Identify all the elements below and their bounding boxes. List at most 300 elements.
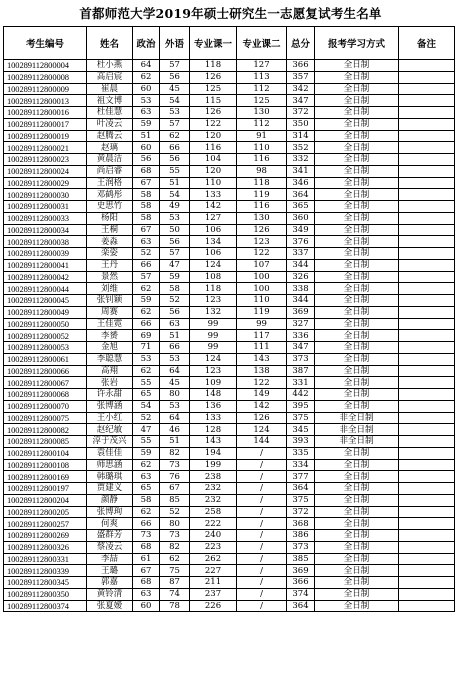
cell-name: 郭嘉 xyxy=(87,577,133,589)
cell-study-mode: 非全日制 xyxy=(315,424,399,436)
cell-remarks xyxy=(399,577,455,589)
cell-study-mode: 全日制 xyxy=(315,271,399,283)
cell-major-2: 112 xyxy=(237,83,287,95)
cell-politics: 58 xyxy=(133,189,160,201)
cell-candidate-id: 100289112800269 xyxy=(4,530,87,542)
cell-remarks xyxy=(399,283,455,295)
cell-study-mode: 全日制 xyxy=(315,459,399,471)
table-row xyxy=(4,459,455,471)
cell-politics: 73 xyxy=(133,530,160,542)
cell-major-2: / xyxy=(237,447,287,459)
cell-remarks xyxy=(399,553,455,565)
cell-major-2: 116 xyxy=(237,201,287,213)
cell-major-2: 113 xyxy=(237,71,287,83)
cell-politics: 47 xyxy=(133,424,160,436)
cell-candidate-id: 100289112800031 xyxy=(4,201,87,213)
cell-politics: 59 xyxy=(133,118,160,130)
cell-foreign-language: 56 xyxy=(160,306,190,318)
cell-study-mode: 全日制 xyxy=(315,365,399,377)
cell-candidate-id: 100289112800053 xyxy=(4,342,87,354)
cell-candidate-id: 100289112800339 xyxy=(4,565,87,577)
cell-name: 张岩 xyxy=(87,377,133,389)
table-row xyxy=(4,295,455,307)
cell-major-1: 133 xyxy=(190,189,237,201)
cell-study-mode: 全日制 xyxy=(315,330,399,342)
cell-candidate-id: 100289112800061 xyxy=(4,353,87,365)
cell-major-1: 136 xyxy=(190,400,237,412)
cell-total: 364 xyxy=(287,189,315,201)
table-row xyxy=(4,330,455,342)
cell-major-1: 124 xyxy=(190,259,237,271)
cell-foreign-language: 80 xyxy=(160,389,190,401)
table-row xyxy=(4,353,455,365)
cell-foreign-language: 59 xyxy=(160,271,190,283)
cell-candidate-id: 100289112800038 xyxy=(4,236,87,248)
cell-study-mode: 全日制 xyxy=(315,353,399,365)
cell-politics: 58 xyxy=(133,494,160,506)
cell-name: 张博珣 xyxy=(87,506,133,518)
cell-candidate-id: 100289112800042 xyxy=(4,271,87,283)
cell-total: 364 xyxy=(287,483,315,495)
cell-study-mode: 非全日制 xyxy=(315,436,399,448)
cell-major-2: 144 xyxy=(237,436,287,448)
cell-name: 许永甜 xyxy=(87,389,133,401)
table-row xyxy=(4,154,455,166)
table-row xyxy=(4,424,455,436)
table-row xyxy=(4,494,455,506)
cell-major-2: 126 xyxy=(237,412,287,424)
cell-study-mode: 全日制 xyxy=(315,295,399,307)
cell-candidate-id: 100289112800068 xyxy=(4,389,87,401)
cell-study-mode: 全日制 xyxy=(315,342,399,354)
cell-total: 368 xyxy=(287,518,315,530)
cell-major-2: 118 xyxy=(237,177,287,189)
cell-politics: 67 xyxy=(133,565,160,577)
cell-candidate-id: 100289112800039 xyxy=(4,248,87,260)
cell-politics: 62 xyxy=(133,71,160,83)
cell-major-2: 142 xyxy=(237,400,287,412)
cell-major-2: 91 xyxy=(237,130,287,142)
table-row xyxy=(4,506,455,518)
cell-study-mode: 全日制 xyxy=(315,165,399,177)
document-title: 首都师范大学2019年硕士研究生一志愿复试考生名单 xyxy=(79,6,382,21)
header-study-mode: 报考学习方式 xyxy=(315,27,399,60)
cell-remarks xyxy=(399,518,455,530)
cell-major-1: 126 xyxy=(190,71,237,83)
cell-foreign-language: 85 xyxy=(160,494,190,506)
cell-remarks xyxy=(399,588,455,600)
cell-politics: 60 xyxy=(133,600,160,612)
cell-politics: 65 xyxy=(133,389,160,401)
table-row xyxy=(4,471,455,483)
cell-remarks xyxy=(399,471,455,483)
cell-major-1: 126 xyxy=(190,107,237,119)
cell-politics: 63 xyxy=(133,471,160,483)
cell-major-1: 132 xyxy=(190,306,237,318)
cell-candidate-id: 100289112800052 xyxy=(4,330,87,342)
cell-foreign-language: 52 xyxy=(160,506,190,518)
table-row xyxy=(4,518,455,530)
cell-major-1: 128 xyxy=(190,424,237,436)
cell-remarks xyxy=(399,447,455,459)
cell-major-2: / xyxy=(237,459,287,471)
cell-name: 栾姿 xyxy=(87,248,133,260)
cell-candidate-id: 100289112800085 xyxy=(4,436,87,448)
header-politics: 政治 xyxy=(133,27,160,60)
cell-candidate-id: 100289112800197 xyxy=(4,483,87,495)
cell-total: 373 xyxy=(287,353,315,365)
cell-name: 王润格 xyxy=(87,177,133,189)
cell-major-2: 126 xyxy=(237,224,287,236)
cell-study-mode: 全日制 xyxy=(315,236,399,248)
cell-remarks xyxy=(399,165,455,177)
cell-foreign-language: 51 xyxy=(160,330,190,342)
cell-remarks xyxy=(399,189,455,201)
cell-major-1: 110 xyxy=(190,177,237,189)
cell-major-1: 120 xyxy=(190,130,237,142)
cell-major-1: 227 xyxy=(190,565,237,577)
cell-politics: 60 xyxy=(133,142,160,154)
cell-major-1: 148 xyxy=(190,389,237,401)
cell-foreign-language: 63 xyxy=(160,318,190,330)
cell-total: 372 xyxy=(287,107,315,119)
cell-remarks xyxy=(399,177,455,189)
cell-total: 347 xyxy=(287,95,315,107)
cell-total: 393 xyxy=(287,436,315,448)
cell-major-1: 238 xyxy=(190,471,237,483)
cell-remarks xyxy=(399,224,455,236)
cell-total: 346 xyxy=(287,177,315,189)
cell-candidate-id: 100289112800021 xyxy=(4,142,87,154)
cell-major-2: 138 xyxy=(237,365,287,377)
cell-major-2: 111 xyxy=(237,342,287,354)
cell-foreign-language: 58 xyxy=(160,283,190,295)
cell-foreign-language: 73 xyxy=(160,530,190,542)
cell-name: 王璐 xyxy=(87,565,133,577)
cell-politics: 63 xyxy=(133,107,160,119)
cell-foreign-language: 76 xyxy=(160,471,190,483)
cell-total: 357 xyxy=(287,71,315,83)
cell-major-1: 118 xyxy=(190,283,237,295)
cell-name: 叶凌云 xyxy=(87,118,133,130)
table-row xyxy=(4,530,455,542)
cell-study-mode: 全日制 xyxy=(315,565,399,577)
cell-study-mode: 全日制 xyxy=(315,154,399,166)
cell-major-2: 116 xyxy=(237,154,287,166)
cell-name: 杨阳 xyxy=(87,212,133,224)
cell-politics: 71 xyxy=(133,342,160,354)
cell-name: 师思涵 xyxy=(87,459,133,471)
cell-total: 374 xyxy=(287,588,315,600)
cell-foreign-language: 50 xyxy=(160,224,190,236)
cell-foreign-language: 51 xyxy=(160,436,190,448)
cell-major-1: 262 xyxy=(190,553,237,565)
cell-name: 杜小燕 xyxy=(87,60,133,72)
cell-major-1: 116 xyxy=(190,142,237,154)
cell-remarks xyxy=(399,377,455,389)
cell-major-2: / xyxy=(237,600,287,612)
cell-remarks xyxy=(399,565,455,577)
cell-total: 337 xyxy=(287,248,315,260)
cell-remarks xyxy=(399,353,455,365)
table-row xyxy=(4,165,455,177)
cell-politics: 66 xyxy=(133,518,160,530)
cell-name: 何爽 xyxy=(87,518,133,530)
cell-foreign-language: 75 xyxy=(160,565,190,577)
cell-name: 景然 xyxy=(87,271,133,283)
table-row xyxy=(4,436,455,448)
cell-study-mode: 全日制 xyxy=(315,518,399,530)
cell-study-mode: 全日制 xyxy=(315,283,399,295)
table-row xyxy=(4,389,455,401)
cell-politics: 59 xyxy=(133,447,160,459)
cell-remarks xyxy=(399,71,455,83)
cell-candidate-id: 100289112800019 xyxy=(4,130,87,142)
cell-total: 365 xyxy=(287,201,315,213)
cell-major-2: / xyxy=(237,577,287,589)
table-row xyxy=(4,600,455,612)
cell-foreign-language: 45 xyxy=(160,377,190,389)
cell-major-2: 117 xyxy=(237,330,287,342)
cell-politics: 53 xyxy=(133,95,160,107)
table-row xyxy=(4,201,455,213)
cell-name: 赵纪敏 xyxy=(87,424,133,436)
cell-total: 326 xyxy=(287,271,315,283)
cell-candidate-id: 100289112800205 xyxy=(4,506,87,518)
cell-major-2: 127 xyxy=(237,60,287,72)
cell-candidate-id: 100289112800070 xyxy=(4,400,87,412)
cell-remarks xyxy=(399,212,455,224)
cell-name: 史思竹 xyxy=(87,201,133,213)
cell-foreign-language: 54 xyxy=(160,189,190,201)
cell-study-mode: 全日制 xyxy=(315,248,399,260)
cell-total: 386 xyxy=(287,530,315,542)
table-row xyxy=(4,553,455,565)
cell-name: 崔晨 xyxy=(87,83,133,95)
header-candidate-id: 考生编号 xyxy=(4,27,87,60)
cell-candidate-id: 100289112800050 xyxy=(4,318,87,330)
table-row xyxy=(4,447,455,459)
cell-total: 442 xyxy=(287,389,315,401)
cell-study-mode: 全日制 xyxy=(315,259,399,271)
cell-candidate-id: 100289112800024 xyxy=(4,165,87,177)
cell-major-2: / xyxy=(237,471,287,483)
cell-total: 377 xyxy=(287,471,315,483)
cell-politics: 67 xyxy=(133,224,160,236)
cell-name: 张夏嫒 xyxy=(87,600,133,612)
cell-major-2: / xyxy=(237,483,287,495)
cell-major-1: 237 xyxy=(190,588,237,600)
cell-study-mode: 全日制 xyxy=(315,189,399,201)
cell-study-mode: 全日制 xyxy=(315,95,399,107)
cell-remarks xyxy=(399,389,455,401)
cell-study-mode: 全日制 xyxy=(315,530,399,542)
cell-name: 王小红 xyxy=(87,412,133,424)
cell-major-1: 108 xyxy=(190,271,237,283)
cell-total: 344 xyxy=(287,259,315,271)
cell-politics: 58 xyxy=(133,201,160,213)
cell-foreign-language: 67 xyxy=(160,483,190,495)
cell-total: 387 xyxy=(287,365,315,377)
cell-study-mode: 全日制 xyxy=(315,447,399,459)
cell-name: 王丹 xyxy=(87,259,133,271)
cell-candidate-id: 100289112800044 xyxy=(4,283,87,295)
cell-total: 345 xyxy=(287,424,315,436)
header-remarks: 备注 xyxy=(399,27,455,60)
table-row xyxy=(4,271,455,283)
cell-remarks xyxy=(399,483,455,495)
cell-candidate-id: 100289112800009 xyxy=(4,83,87,95)
cell-remarks xyxy=(399,201,455,213)
cell-foreign-language: 82 xyxy=(160,447,190,459)
cell-total: 375 xyxy=(287,494,315,506)
cell-foreign-language: 54 xyxy=(160,95,190,107)
cell-foreign-language: 53 xyxy=(160,400,190,412)
cell-candidate-id: 100289112800017 xyxy=(4,118,87,130)
cell-foreign-language: 73 xyxy=(160,459,190,471)
cell-candidate-id: 100289112800075 xyxy=(4,412,87,424)
cell-total: 314 xyxy=(287,130,315,142)
cell-total: 338 xyxy=(287,283,315,295)
cell-major-2: / xyxy=(237,494,287,506)
candidate-roster-table xyxy=(3,26,455,612)
cell-major-1: 211 xyxy=(190,577,237,589)
cell-foreign-language: 66 xyxy=(160,342,190,354)
cell-study-mode: 全日制 xyxy=(315,471,399,483)
table-row xyxy=(4,483,455,495)
cell-major-2: 119 xyxy=(237,306,287,318)
cell-remarks xyxy=(399,60,455,72)
cell-name: 杜佳慧 xyxy=(87,107,133,119)
cell-study-mode: 全日制 xyxy=(315,71,399,83)
cell-remarks xyxy=(399,130,455,142)
cell-name: 赵璃 xyxy=(87,142,133,154)
cell-name: 盛群芳 xyxy=(87,530,133,542)
cell-candidate-id: 100289112800030 xyxy=(4,189,87,201)
cell-name: 金旭 xyxy=(87,342,133,354)
cell-politics: 65 xyxy=(133,483,160,495)
cell-remarks xyxy=(399,342,455,354)
cell-remarks xyxy=(399,142,455,154)
cell-study-mode: 全日制 xyxy=(315,318,399,330)
cell-major-1: 194 xyxy=(190,447,237,459)
cell-foreign-language: 55 xyxy=(160,165,190,177)
cell-remarks xyxy=(399,154,455,166)
cell-total: 336 xyxy=(287,330,315,342)
table-row xyxy=(4,248,455,260)
cell-major-1: 134 xyxy=(190,236,237,248)
cell-politics: 62 xyxy=(133,283,160,295)
cell-politics: 63 xyxy=(133,236,160,248)
cell-name: 祖文博 xyxy=(87,95,133,107)
cell-total: 369 xyxy=(287,565,315,577)
cell-foreign-language: 78 xyxy=(160,600,190,612)
cell-remarks xyxy=(399,306,455,318)
header-total: 总分 xyxy=(287,27,315,60)
cell-total: 349 xyxy=(287,224,315,236)
cell-name: 周赛 xyxy=(87,306,133,318)
cell-study-mode: 全日制 xyxy=(315,577,399,589)
cell-remarks xyxy=(399,436,455,448)
cell-study-mode: 全日制 xyxy=(315,389,399,401)
cell-remarks xyxy=(399,259,455,271)
cell-remarks xyxy=(399,459,455,471)
cell-candidate-id: 100289112800067 xyxy=(4,377,87,389)
cell-politics: 67 xyxy=(133,177,160,189)
cell-foreign-language: 52 xyxy=(160,295,190,307)
cell-candidate-id: 100289112800041 xyxy=(4,259,87,271)
cell-politics: 68 xyxy=(133,541,160,553)
cell-major-1: 124 xyxy=(190,353,237,365)
cell-name: 颜静 xyxy=(87,494,133,506)
cell-name: 高启宸 xyxy=(87,71,133,83)
table-row xyxy=(4,95,455,107)
cell-study-mode: 全日制 xyxy=(315,212,399,224)
cell-study-mode: 全日制 xyxy=(315,60,399,72)
cell-study-mode: 全日制 xyxy=(315,130,399,142)
cell-remarks xyxy=(399,271,455,283)
cell-study-mode: 全日制 xyxy=(315,600,399,612)
cell-remarks xyxy=(399,95,455,107)
cell-candidate-id: 100289112800016 xyxy=(4,107,87,119)
cell-major-2: / xyxy=(237,588,287,600)
cell-remarks xyxy=(399,412,455,424)
cell-major-1: 99 xyxy=(190,330,237,342)
cell-remarks xyxy=(399,318,455,330)
cell-politics: 56 xyxy=(133,154,160,166)
cell-remarks xyxy=(399,506,455,518)
cell-name: 赵腾云 xyxy=(87,130,133,142)
cell-candidate-id: 100289112800345 xyxy=(4,577,87,589)
cell-major-1: 99 xyxy=(190,342,237,354)
cell-major-2: 110 xyxy=(237,295,287,307)
cell-total: 350 xyxy=(287,118,315,130)
cell-study-mode: 全日制 xyxy=(315,201,399,213)
cell-name: 王桐 xyxy=(87,224,133,236)
cell-politics: 62 xyxy=(133,365,160,377)
cell-major-2: / xyxy=(237,553,287,565)
cell-name: 张钊颖 xyxy=(87,295,133,307)
cell-foreign-language: 62 xyxy=(160,130,190,142)
cell-major-1: 123 xyxy=(190,365,237,377)
cell-study-mode: 全日制 xyxy=(315,377,399,389)
cell-candidate-id: 100289112800326 xyxy=(4,541,87,553)
cell-major-2: 122 xyxy=(237,377,287,389)
cell-study-mode: 全日制 xyxy=(315,400,399,412)
cell-major-1: 106 xyxy=(190,248,237,260)
cell-major-1: 109 xyxy=(190,377,237,389)
cell-name: 淳于茂兴 xyxy=(87,436,133,448)
table-row xyxy=(4,318,455,330)
cell-study-mode: 全日制 xyxy=(315,541,399,553)
cell-study-mode: 全日制 xyxy=(315,494,399,506)
cell-remarks xyxy=(399,400,455,412)
table-row xyxy=(4,541,455,553)
cell-major-1: 123 xyxy=(190,295,237,307)
cell-total: 347 xyxy=(287,342,315,354)
cell-total: 334 xyxy=(287,459,315,471)
cell-total: 373 xyxy=(287,541,315,553)
cell-foreign-language: 57 xyxy=(160,60,190,72)
cell-remarks xyxy=(399,107,455,119)
cell-name: 黄铃清 xyxy=(87,588,133,600)
cell-candidate-id: 100289112800023 xyxy=(4,154,87,166)
cell-candidate-id: 100289112800350 xyxy=(4,588,87,600)
cell-remarks xyxy=(399,295,455,307)
cell-study-mode: 全日制 xyxy=(315,483,399,495)
cell-major-2: 119 xyxy=(237,189,287,201)
cell-major-2: 107 xyxy=(237,259,287,271)
